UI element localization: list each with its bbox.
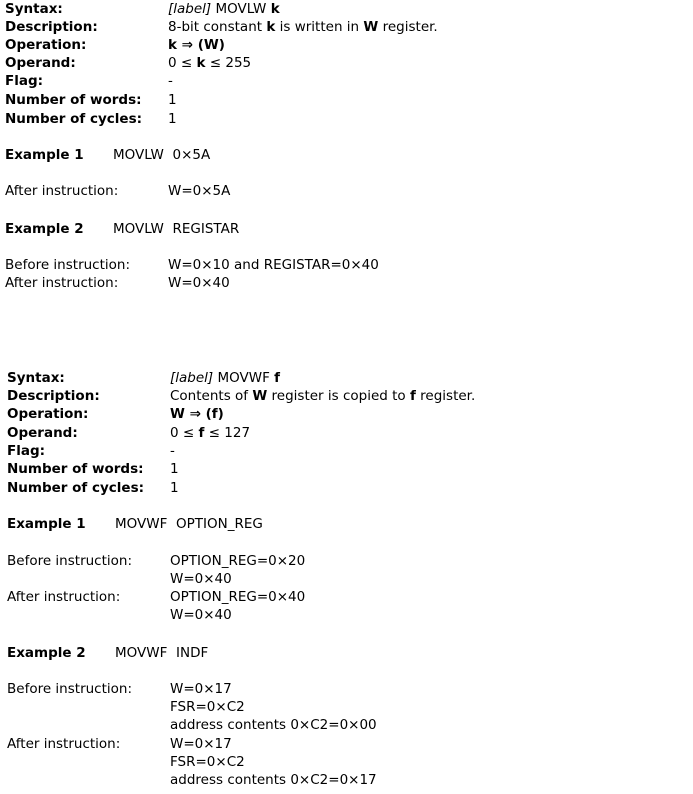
operand-f: f <box>198 425 205 441</box>
syntax-label-placeholder: [label] <box>168 1 212 17</box>
flag-label: Flag: <box>5 73 44 89</box>
after-instruction-value: W=0×17 <box>170 736 232 752</box>
operand-label: Operand: <box>5 55 76 71</box>
operand-text-post: ≤ 255 <box>209 55 252 71</box>
movwf-instruction-block <box>7 369 687 794</box>
operand-k: k <box>196 55 206 71</box>
before-instruction-value: W=0×40 <box>170 571 232 587</box>
cycles-value: 1 <box>168 111 177 127</box>
description-register-f: f <box>409 388 416 404</box>
operation-label: Operation: <box>7 406 89 422</box>
operation-value: k ⇒ (W) <box>168 37 225 53</box>
example-2-code <box>113 220 239 238</box>
description-register-w: W <box>363 19 379 35</box>
example-1-mnemonic: MOVWF <box>115 516 168 532</box>
flag-label: Flag: <box>7 443 46 459</box>
description-text-pre: Contents of <box>170 388 249 404</box>
before-instruction-value: FSR=0×C2 <box>170 699 245 715</box>
description-text-post: register. <box>420 388 476 404</box>
after-instruction-value: W=0×5A <box>168 183 231 199</box>
description-text-mid: is written in <box>279 19 360 35</box>
after-instruction-value: FSR=0×C2 <box>170 754 245 770</box>
description-label: Description: <box>7 388 100 404</box>
example-2-code <box>115 644 208 662</box>
after-instruction-label: After instruction: <box>7 589 121 605</box>
after-instruction-label: After instruction: <box>7 736 121 752</box>
description-text-pre: 8-bit constant <box>168 19 263 35</box>
before-instruction-label: Before instruction: <box>7 681 133 697</box>
before-instruction-value: address contents 0×C2=0×00 <box>170 717 377 733</box>
description-value <box>170 387 475 405</box>
syntax-operand: k <box>270 1 280 17</box>
description-register-w: W <box>252 388 268 404</box>
example-2-mnemonic: MOVWF <box>115 645 168 661</box>
example-2-argument: INDF <box>175 645 209 661</box>
before-instruction-value: W=0×17 <box>170 681 232 697</box>
description-label: Description: <box>5 19 98 35</box>
example-2-header <box>5 220 240 238</box>
syntax-mnemonic: MOVWF <box>217 370 270 386</box>
flag-value: - <box>168 73 173 89</box>
operand-text-pre: 0 ≤ <box>170 425 195 441</box>
after-instruction-value: W=0×40 <box>168 275 230 291</box>
words-value: 1 <box>170 461 179 477</box>
operation-label: Operation: <box>5 37 87 53</box>
before-instruction-value: OPTION_REG=0×20 <box>170 553 306 569</box>
after-instruction-label: After instruction: <box>5 183 119 199</box>
words-value: 1 <box>168 92 177 108</box>
syntax-operand: f <box>274 370 281 386</box>
example-2-title: Example 2 <box>5 221 84 237</box>
syntax-mnemonic: MOVLW <box>215 1 267 17</box>
operand-value <box>168 54 251 72</box>
example-1-header <box>5 146 211 164</box>
syntax-label-placeholder: [label] <box>170 370 214 386</box>
description-text-mid: register is copied to <box>271 388 406 404</box>
syntax-label: Syntax: <box>7 370 65 386</box>
after-instruction-value: OPTION_REG=0×40 <box>170 589 306 605</box>
example-1-mnemonic: MOVLW <box>113 147 164 163</box>
syntax-label: Syntax: <box>5 1 63 17</box>
example-1-argument: 0×5A <box>172 147 211 163</box>
operand-text-pre: 0 ≤ <box>168 55 193 71</box>
after-instruction-value: W=0×40 <box>170 607 232 623</box>
example-1-title: Example 1 <box>5 147 84 163</box>
operand-value <box>170 424 250 442</box>
example-2-header <box>7 644 209 662</box>
after-instruction-label: After instruction: <box>5 275 119 291</box>
before-instruction-value: W=0×10 and REGISTAR=0×40 <box>168 257 379 273</box>
example-1-code <box>115 515 263 533</box>
example-1-code <box>113 146 210 164</box>
cycles-value: 1 <box>170 480 179 496</box>
operand-label: Operand: <box>7 425 78 441</box>
example-2-title: Example 2 <box>7 645 86 661</box>
operation-value: W ⇒ (f) <box>170 406 224 422</box>
example-2-argument: REGISTAR <box>172 221 240 237</box>
example-2-mnemonic: MOVLW <box>113 221 164 237</box>
syntax-value <box>168 0 280 18</box>
description-text-post: register. <box>382 19 438 35</box>
before-instruction-label: Before instruction: <box>7 553 133 569</box>
description-operand-k: k <box>266 19 276 35</box>
flag-value: - <box>170 443 175 459</box>
cycles-label: Number of cycles: <box>7 480 145 496</box>
words-label: Number of words: <box>5 92 142 108</box>
description-value <box>168 18 438 36</box>
after-instruction-value: address contents 0×C2=0×17 <box>170 772 377 788</box>
operand-text-post: ≤ 127 <box>208 425 251 441</box>
cycles-label: Number of cycles: <box>5 111 143 127</box>
before-instruction-label: Before instruction: <box>5 257 131 273</box>
words-label: Number of words: <box>7 461 144 477</box>
example-1-header <box>7 515 263 533</box>
syntax-value <box>170 369 280 387</box>
example-1-title: Example 1 <box>7 516 86 532</box>
movlw-instruction-block <box>5 0 685 300</box>
example-1-argument: OPTION_REG <box>175 516 263 532</box>
